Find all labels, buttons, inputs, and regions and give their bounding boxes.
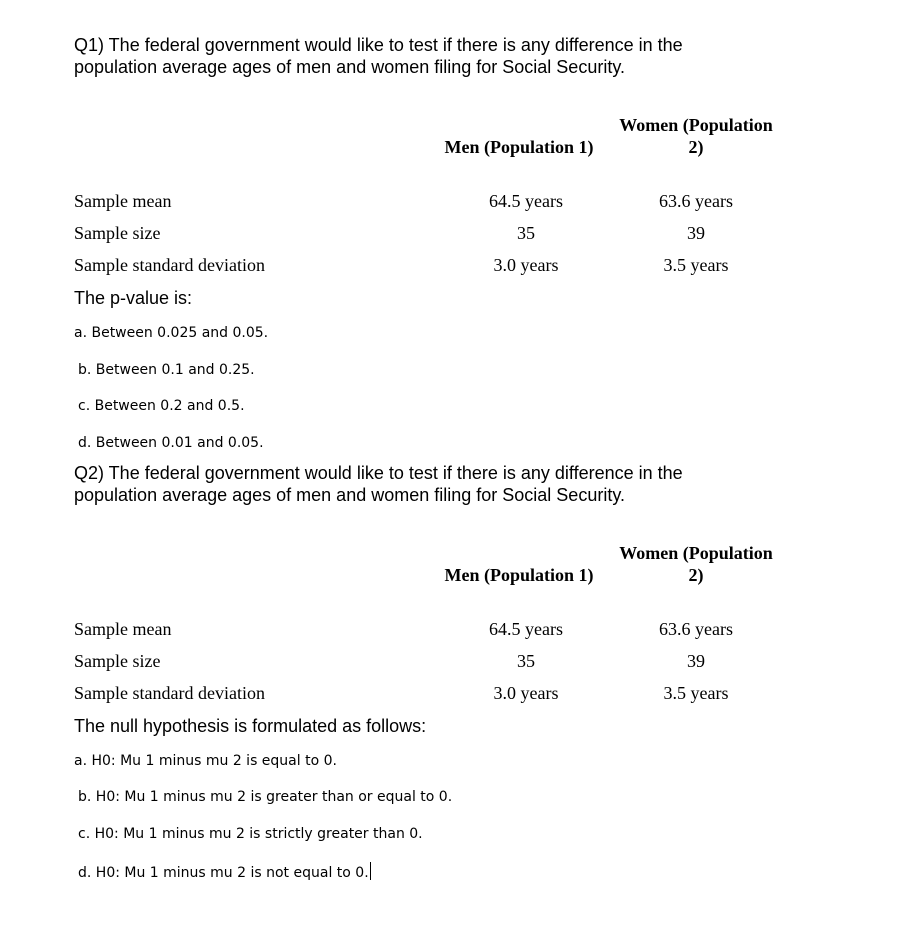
- option-b: b. Between 0.1 and 0.25.: [78, 362, 255, 378]
- table-row: [74, 682, 874, 704]
- men-value: 64.5 years: [489, 191, 563, 211]
- question-1-stats-table: [74, 78, 874, 451]
- question-1-prompt: The p-value is:: [74, 288, 193, 308]
- option-c: c. Between 0.2 and 0.5.: [78, 398, 245, 414]
- option-b: b. H0: Mu 1 minus mu 2 is greater than or equal to 0.: [78, 789, 453, 805]
- option-d: d. H0: Mu 1 minus mu 2 is not equal to 0.: [78, 865, 369, 881]
- row-label: Sample size: [74, 651, 161, 671]
- option-d: d. Between 0.01 and 0.05.: [78, 435, 264, 451]
- men-value: 35: [517, 223, 535, 243]
- text-cursor: [370, 862, 371, 880]
- question-1-block: [74, 34, 874, 451]
- option-a: a. Between 0.025 and 0.05.: [74, 325, 269, 341]
- men-value: 35: [517, 651, 535, 671]
- option-d-editable[interactable]: [78, 862, 371, 882]
- women-value: 39: [687, 223, 705, 243]
- question-2-stats-table: [74, 506, 874, 881]
- table-row: [74, 618, 874, 640]
- question-1-text: Q1) The federal government would like to test if there is any difference in the population average ages of men and women filing for Social Security.: [74, 35, 683, 77]
- header-women: Women (Population 2): [619, 115, 773, 157]
- header-men: Men (Population 1): [444, 137, 594, 157]
- women-value: 39: [687, 651, 705, 671]
- table-row: [74, 222, 874, 244]
- table-row: [74, 190, 874, 212]
- option-c: c. H0: Mu 1 minus mu 2 is strictly greater than 0.: [78, 826, 423, 842]
- women-value: 3.5 years: [663, 255, 729, 275]
- question-2-block: [74, 462, 874, 881]
- men-value: 3.0 years: [493, 255, 559, 275]
- row-label: Sample mean: [74, 619, 172, 639]
- header-women: Women (Population 2): [619, 543, 773, 585]
- row-label: Sample standard deviation: [74, 255, 265, 275]
- question-2-prompt: The null hypothesis is formulated as follows:: [74, 716, 427, 736]
- row-label: Sample standard deviation: [74, 683, 265, 703]
- question-2-text: Q2) The federal government would like to test if there is any difference in the population average ages of men and women filing for Social Security.: [74, 463, 683, 505]
- table-row: [74, 254, 874, 276]
- men-value: 64.5 years: [489, 619, 563, 639]
- women-value: 63.6 years: [659, 191, 733, 211]
- option-a: a. H0: Mu 1 minus mu 2 is equal to 0.: [74, 753, 337, 769]
- women-value: 63.6 years: [659, 619, 733, 639]
- row-label: Sample size: [74, 223, 161, 243]
- women-value: 3.5 years: [663, 683, 729, 703]
- men-value: 3.0 years: [493, 683, 559, 703]
- header-men: Men (Population 1): [444, 565, 594, 585]
- row-label: Sample mean: [74, 191, 172, 211]
- table-row: [74, 650, 874, 672]
